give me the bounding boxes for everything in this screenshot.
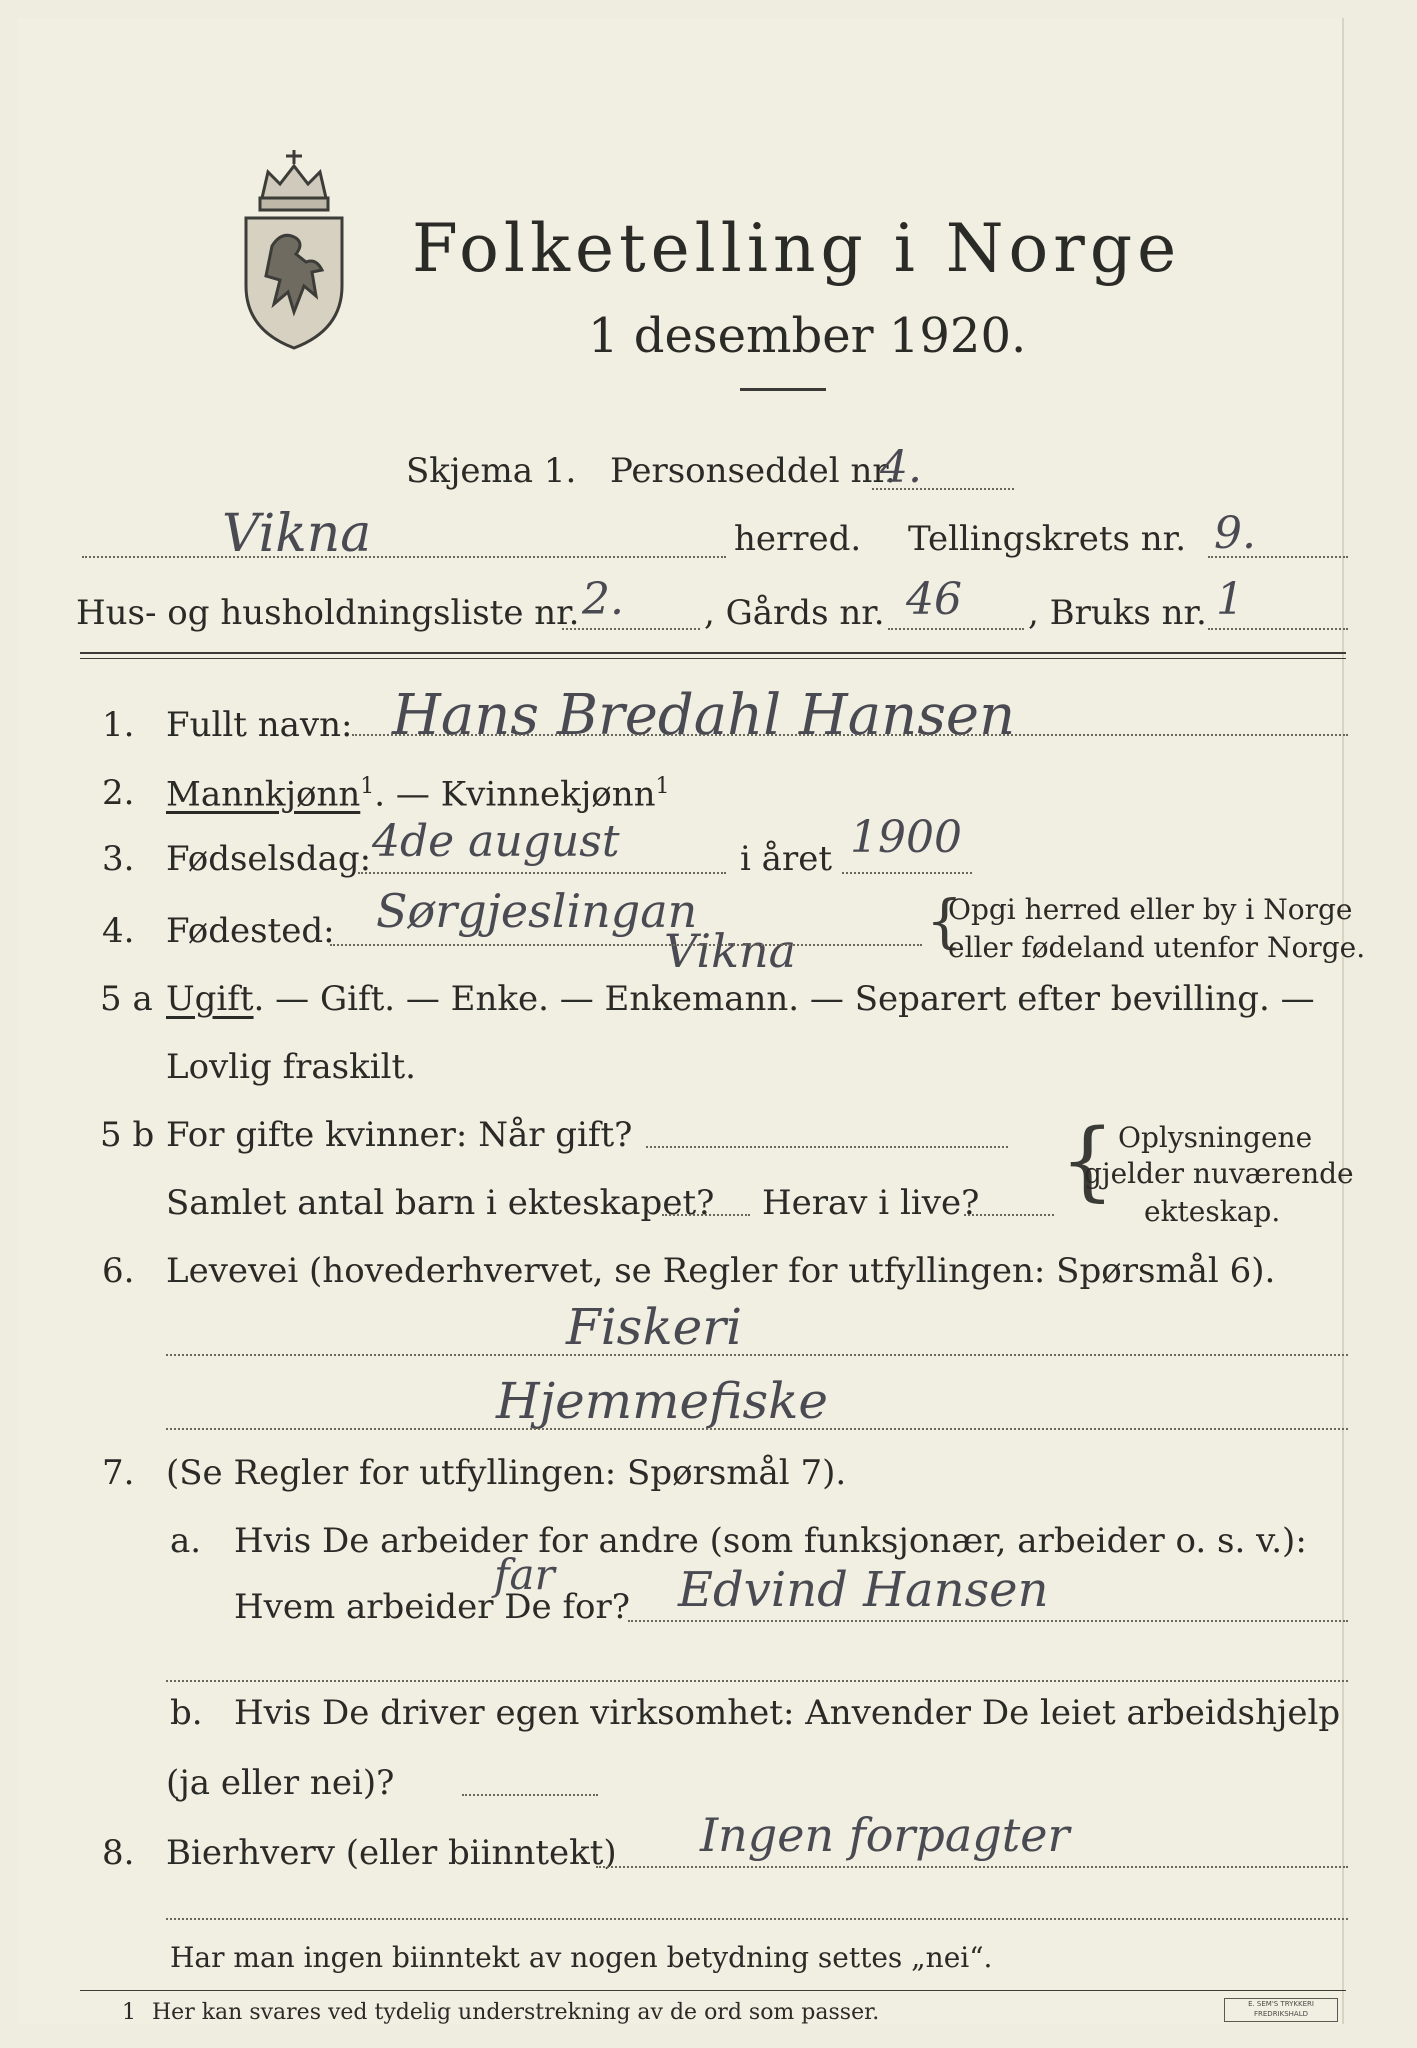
skjema-label: Skjema 1.	[406, 451, 577, 491]
header-rule-top	[80, 652, 1346, 654]
q5b-children-label: Samlet antal barn i ekteskapet?	[166, 1183, 715, 1223]
marital-unmarried-option: Ugift	[166, 979, 254, 1019]
marital-other-options: . — Gift. — Enke. — Enkemann. — Separert efter bevilling. —	[253, 979, 1315, 1019]
bruks-value: 1	[1216, 574, 1244, 625]
q7a-employer-label: Hvem arbeider De for?	[234, 1587, 630, 1627]
gards-line	[888, 628, 1024, 630]
birth-year-line	[842, 872, 972, 874]
children-line	[662, 1214, 750, 1216]
birthplace-line	[330, 944, 922, 946]
q5b-note-2: gjelder nuværende	[1084, 1157, 1354, 1190]
q1-label: Fullt navn:	[166, 705, 353, 745]
footnote-rule	[80, 1990, 1346, 1991]
side-income-line-2	[166, 1918, 1348, 1920]
census-date: 1 desember 1920.	[588, 308, 1027, 364]
year-label: i året	[740, 839, 832, 879]
q2-footnote-mark: 1	[360, 774, 375, 799]
bruks-line	[1208, 628, 1348, 630]
gards-label: , Gårds nr.	[704, 593, 885, 633]
q6-label: Levevei (hovederhvervet, se Regler for utfyllingen: Spørsmål 6).	[166, 1251, 1276, 1291]
q7a-number: a.	[170, 1521, 202, 1561]
q5a-number: 5 a	[100, 979, 153, 1019]
q6-number: 6.	[102, 1251, 135, 1291]
q3-number: 3.	[102, 839, 135, 879]
birthplace-value-2: Vikna	[664, 924, 797, 978]
personseddel-label: Personseddel nr.	[610, 451, 896, 491]
occupation-value-2: Hjemmefiske	[496, 1372, 829, 1430]
q7a-label: Hvis De arbeider for andre (som funksjonær, arbeider o. s. v.):	[234, 1521, 1307, 1561]
married-when-line	[646, 1146, 1008, 1148]
birth-year-value: 1900	[850, 812, 962, 863]
q7-label: (Se Regler for utfyllingen: Spørsmål 7).	[166, 1453, 847, 1493]
full-name-line	[352, 734, 1348, 736]
q3-label: Fødselsdag:	[166, 839, 372, 879]
q7-number: 7.	[102, 1453, 135, 1493]
tellingskrets-line	[1208, 556, 1348, 558]
herred-line	[82, 556, 726, 558]
footnote-number: 1	[122, 2000, 136, 2025]
herred-label: herred.	[734, 519, 862, 559]
q2-footnote-mark-2: 1	[655, 774, 670, 799]
q4-number: 4.	[102, 911, 135, 951]
q8-label: Bierhverv (eller biinntekt)	[166, 1833, 617, 1873]
norway-coat-of-arms-icon	[238, 146, 350, 352]
q5b-note-3: ekteskap.	[1144, 1195, 1281, 1228]
hired-help-line	[462, 1794, 598, 1796]
q5b-number: 5 b	[100, 1115, 155, 1155]
full-name-value: Hans Bredahl Hansen	[392, 683, 1016, 748]
header-rule-bottom	[80, 658, 1346, 659]
alive-line	[964, 1214, 1054, 1216]
employer-prefix-value: far	[494, 1550, 555, 1599]
personseddel-value: 4.	[880, 442, 922, 493]
husliste-label: Hus- og husholdningsliste nr.	[76, 593, 580, 633]
gender-male-option: Mannkjønn	[166, 774, 361, 815]
gender-female-option: . — Kvinnekjønn	[374, 774, 656, 815]
q4-note-2: eller fødeland utenfor Norge.	[948, 931, 1366, 964]
q5a-options	[166, 979, 1315, 1019]
q1-number: 1.	[102, 705, 135, 745]
bruks-label: , Bruks nr.	[1028, 593, 1207, 633]
birthday-value: 4de august	[372, 816, 620, 867]
gards-value: 46	[906, 574, 962, 625]
tellingskrets-label: Tellingskrets nr.	[908, 519, 1187, 559]
birthday-line	[358, 872, 726, 874]
side-income-line	[596, 1866, 1348, 1868]
q5b-note-1: Oplysningene	[1118, 1121, 1313, 1154]
form-title: Folketelling i Norge	[412, 210, 1182, 287]
occupation-line-2	[166, 1428, 1348, 1430]
employer-line-2	[166, 1680, 1348, 1682]
q7b-number: b.	[170, 1693, 203, 1733]
husliste-value: 2.	[582, 574, 624, 625]
occupation-line-1	[166, 1354, 1348, 1356]
personseddel-line	[872, 488, 1014, 490]
q4-note-1: Opgi herred eller by i Norge	[948, 893, 1353, 926]
q4-brace: {	[926, 887, 963, 955]
q7b-hired-help-label: (ja eller nei)?	[166, 1763, 395, 1803]
birthplace-value-1: Sørgjeslingan	[376, 884, 698, 938]
q5b-alive-label: Herav i live?	[762, 1183, 980, 1223]
footer-note: Har man ingen biinntekt av nogen betydning settes „nei“.	[170, 1941, 993, 1974]
q4-label: Fødested:	[166, 911, 335, 951]
herred-value: Vikna	[222, 504, 372, 564]
q2-number: 2.	[102, 773, 135, 813]
q5b-brace: {	[1060, 1111, 1115, 1211]
printer-stamp-text: E. SEM'S TRYKKERI FREDRIKSHALD	[1248, 2000, 1314, 2018]
husliste-line	[562, 628, 700, 630]
footnote-text: Her kan svares ved tydelig understrekning av de ord som passer.	[152, 2000, 880, 2025]
title-divider	[740, 388, 826, 391]
tellingskrets-value: 9.	[1214, 508, 1256, 559]
employer-line	[628, 1620, 1348, 1622]
occupation-value-1: Fiskeri	[566, 1298, 743, 1356]
side-income-value: Ingen forpagter	[700, 1808, 1070, 1862]
employer-value: Edvind Hansen	[678, 1562, 1049, 1618]
printer-stamp	[1224, 1998, 1338, 2022]
marital-divorced-option: Lovlig fraskilt.	[166, 1047, 416, 1087]
q5b-married-when-label: For gifte kvinner: Når gift?	[166, 1115, 633, 1155]
q7b-label: Hvis De driver egen virksomhet: Anvender De leiet arbeidshjelp	[234, 1693, 1341, 1733]
q2-options	[166, 774, 670, 815]
q8-number: 8.	[102, 1833, 135, 1873]
